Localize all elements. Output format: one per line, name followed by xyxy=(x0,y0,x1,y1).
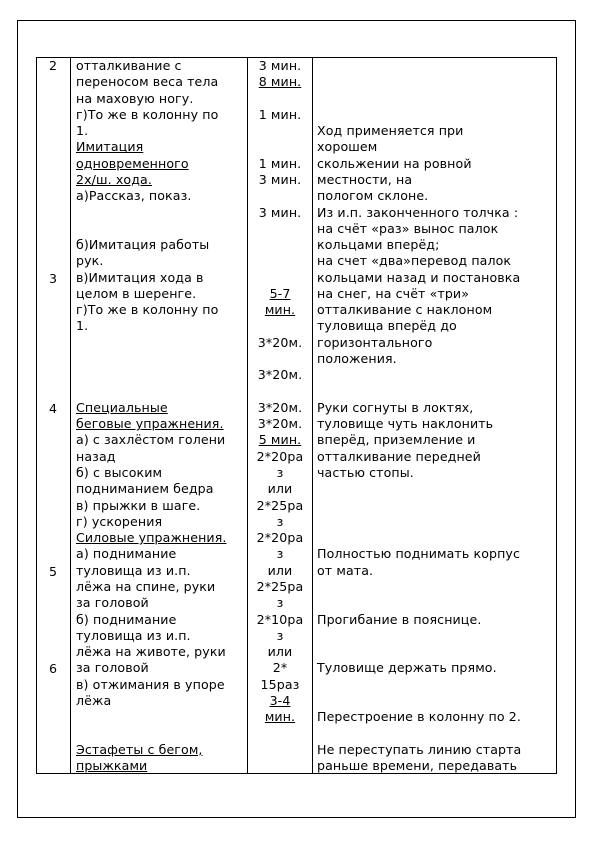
guideline-text-line: скольжении на ровной xyxy=(317,155,472,171)
row-number: 4 xyxy=(48,401,58,416)
dosage-text-line: з xyxy=(276,546,284,562)
dosage-text-line: 8 мин. xyxy=(258,74,302,90)
dosage-text-line: з xyxy=(276,465,284,480)
row-number: 3 xyxy=(48,271,58,286)
exercise-text-line: а) поднимание xyxy=(76,546,177,562)
exercise-heading-line: Имитация xyxy=(76,139,144,155)
exercise-heading-line: 2х/ш. хода. xyxy=(76,171,152,187)
exercise-text-line: 1. xyxy=(76,123,89,139)
exercise-heading-line: одновременного xyxy=(76,155,189,171)
exercise-text-line: в) отжимания в упоре xyxy=(76,676,225,692)
dosage-text-line: 2*10ра xyxy=(256,611,304,627)
dosage-text-line: 3*20м. xyxy=(257,334,303,350)
guideline-text-line: раньше времени, передавать xyxy=(317,758,518,774)
guideline-text-line: Из и.п. законченного толчка : xyxy=(317,204,519,220)
guideline-text-line: Не переступать линию старта xyxy=(317,741,522,757)
exercise-heading-line: Специальные xyxy=(76,399,168,415)
exercise-text-line: в)Имитация хода в xyxy=(76,269,204,285)
dosage-text-line: з xyxy=(276,513,284,529)
dosage-text-line: мин. xyxy=(264,302,296,318)
dosage-text-line: или xyxy=(267,562,293,578)
dosage-text-line: 3 мин. xyxy=(258,204,302,220)
exercise-heading-line: прыжками xyxy=(76,758,148,774)
dosage-text-line: или xyxy=(267,644,293,660)
guideline-text-line: Руки согнуты в локтях, xyxy=(317,399,474,415)
exercise-text-line: подниманием бедра xyxy=(76,481,214,497)
guideline-text-line: туловище чуть наклонить xyxy=(317,416,494,432)
dosage-text-line: 2*25ра xyxy=(256,578,304,594)
guideline-text-line: вперёд, приземление и xyxy=(317,432,476,448)
guideline-text-line: кольцами вперёд; xyxy=(317,237,440,253)
guideline-text-line: Туловище держать прямо. xyxy=(317,660,497,676)
dosage-text-line: 3*20м. xyxy=(257,367,303,383)
dosage-text-line: 15раз xyxy=(260,676,300,692)
guideline-text-line: горизонтального xyxy=(317,334,433,350)
exercise-text-line: лёжа на спине, руки xyxy=(76,578,216,594)
guideline-text-line: на счет «два»перевод палок xyxy=(317,253,512,269)
dosage-text-line: з xyxy=(276,627,284,643)
guideline-text-line: хорошем xyxy=(317,139,378,155)
dosage-text-line: 3 мин. xyxy=(258,58,302,73)
dosage-text-line: 1 мин. xyxy=(258,106,302,122)
table-right-border xyxy=(556,57,557,774)
dosage-text-line: 1 мин. xyxy=(258,155,302,171)
exercise-text-line: б) поднимание xyxy=(76,611,177,627)
exercise-text-line: туловища из и.п. xyxy=(76,627,191,643)
exercise-text-line: на маховую ногу. xyxy=(76,90,194,106)
guideline-text-line: на снег, на счёт «три» xyxy=(317,285,470,301)
guideline-text-line: на счёт «раз» вынос палок xyxy=(317,220,499,236)
exercise-text-line: б) с высоким xyxy=(76,465,163,480)
exercise-text-line: за головой xyxy=(76,660,149,676)
dosage-text-line: мин. xyxy=(264,709,296,725)
row-number: 5 xyxy=(48,564,58,579)
guideline-text-line: кольцами назад и постановка xyxy=(317,269,521,285)
exercise-text-line: рук. xyxy=(76,253,104,269)
exercise-text-line: г) ускорения xyxy=(76,513,163,529)
guideline-text-line: Прогибание в пояснице. xyxy=(317,611,482,627)
dosage-text-line: 3-4 xyxy=(269,692,291,708)
column-divider-3 xyxy=(312,57,313,774)
exercise-text-line: назад xyxy=(76,448,116,464)
guideline-text-line: положения. xyxy=(317,351,397,367)
row-number: 6 xyxy=(48,661,58,676)
exercise-text-line: а)Рассказ, показ. xyxy=(76,188,192,204)
dosage-text-line: 2*20ра xyxy=(256,530,304,546)
exercise-heading-line: Силовые упражнения. xyxy=(76,530,227,546)
exercise-text-line: 1. xyxy=(76,318,89,334)
guideline-text-line: отталкивание с наклоном xyxy=(317,302,493,318)
dosage-text-line: 2* xyxy=(272,660,288,676)
exercise-text-line: б)Имитация работы xyxy=(76,237,210,253)
exercise-text-line: а) с захлёстом голени xyxy=(76,432,226,448)
dosage-text-line: 2*25ра xyxy=(256,497,304,513)
dosage-text-line: 2*20ра xyxy=(256,448,304,464)
guideline-text-line: отталкивание передней xyxy=(317,448,481,464)
row-number: 2 xyxy=(48,58,58,73)
exercise-text-line: лёжа на животе, руки xyxy=(76,644,226,660)
guideline-text-line: от мата. xyxy=(317,562,374,578)
guideline-text-line: пологом склоне. xyxy=(317,188,429,204)
guideline-text-line: частью стопы. xyxy=(317,465,414,480)
guideline-text-line: Перестроение в колонну по 2. xyxy=(317,709,522,725)
dosage-text-line: или xyxy=(267,481,293,497)
exercise-text-line: лёжа xyxy=(76,692,112,708)
exercise-text-line: в) прыжки в шаге. xyxy=(76,497,201,513)
dosage-text-line: 3 мин. xyxy=(258,171,302,187)
guideline-text-line: туловища вперёд до xyxy=(317,318,457,334)
dosage-text-line: 3*20м. xyxy=(257,416,303,432)
exercise-text-line: туловища из и.п. xyxy=(76,562,191,578)
guideline-text-line: Полностью поднимать корпус xyxy=(317,546,521,562)
exercise-text-line: целом в шеренге. xyxy=(76,285,197,301)
guideline-text-line: местности, на xyxy=(317,171,413,187)
exercise-text-line: г)То же в колонну по xyxy=(76,106,219,122)
exercise-text-line: отталкивание с xyxy=(76,58,182,73)
dosage-text-line: 5 мин. xyxy=(258,432,302,448)
dosage-text-line: з xyxy=(276,595,284,611)
dosage-text-line: 5-7 xyxy=(269,285,291,301)
exercise-heading-line: беговые упражнения. xyxy=(76,416,224,432)
exercise-text-line: за головой xyxy=(76,595,149,611)
dosage-text-line: 3*20м. xyxy=(257,399,303,415)
exercise-text-line: г)То же в колонну по xyxy=(76,302,219,318)
column-divider-1 xyxy=(70,57,71,774)
guideline-text-line: Ход применяется при xyxy=(317,123,464,139)
exercise-heading-line: Эстафеты с бегом, xyxy=(76,741,203,757)
exercise-text-line: переносом веса тела xyxy=(76,74,219,90)
